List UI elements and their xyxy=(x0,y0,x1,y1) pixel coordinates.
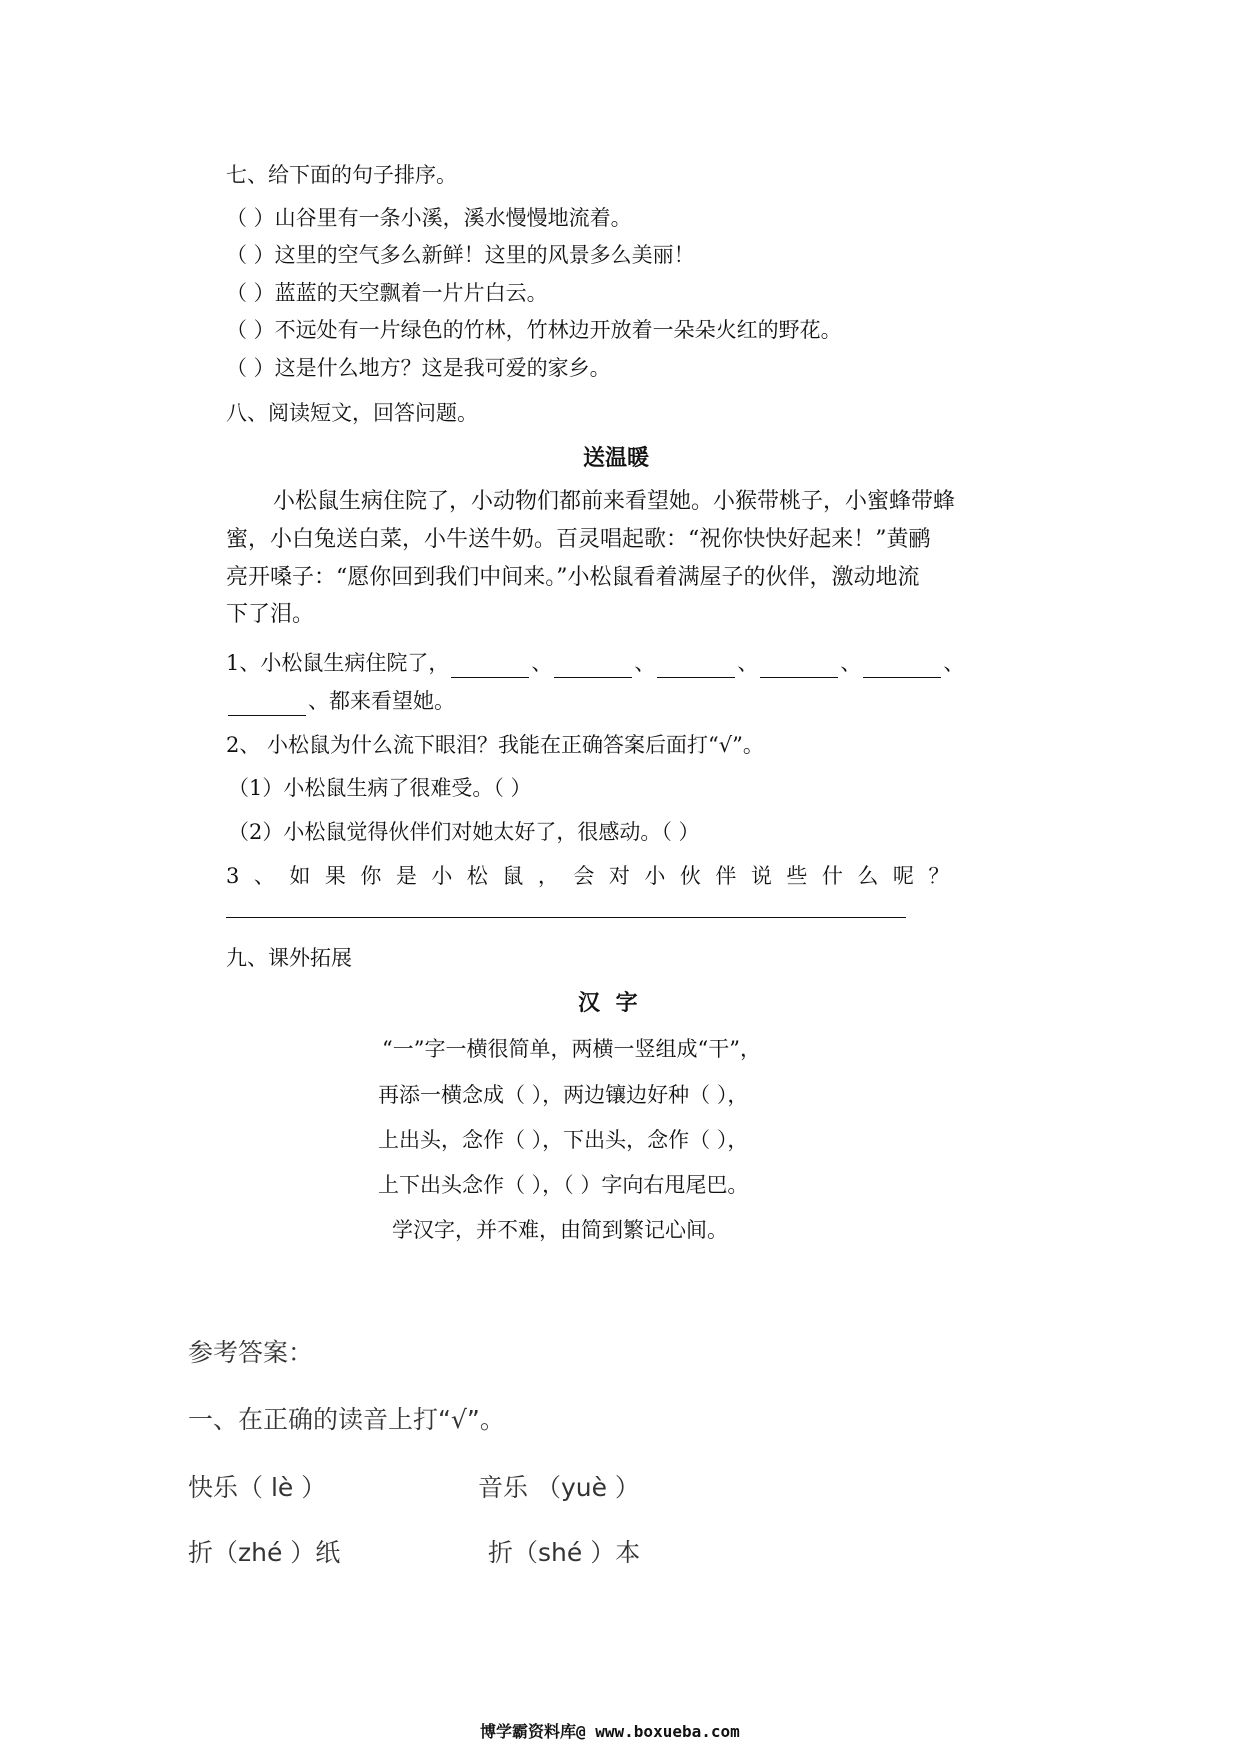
question-3: 3、如果你是小松鼠，会对小伙伴说些什么呢？ xyxy=(226,864,964,888)
passage-line-1: 小松鼠生病住院了，小动物们都前来看望她。小猴带桃子，小蜜蜂带蜂 xyxy=(273,489,956,514)
answers-label: 参考答案： xyxy=(188,1338,314,1367)
answer-blank[interactable] xyxy=(228,693,306,716)
separator: 、 xyxy=(737,651,759,675)
passage-line-3: 亮开嗓子：“愿你回到我们中间来。”小松鼠看着满屋子的伙伴，激动地流 xyxy=(226,565,920,590)
question-1-line-2 xyxy=(226,686,455,716)
answer-blank[interactable] xyxy=(451,655,529,678)
section9-heading: 九、课外拓展 xyxy=(226,946,352,970)
question-1-prefix: 1、小松鼠生病住院了， xyxy=(226,651,450,675)
passage-title: 送温暖 xyxy=(583,445,650,471)
answer-blank[interactable] xyxy=(760,655,838,678)
separator: 、 xyxy=(943,651,965,675)
poem-line-4: 上下出头念作（ ），（ ）字向右甩尾巴。 xyxy=(378,1173,749,1197)
passage-line-4: 下了泪。 xyxy=(226,602,315,627)
question-3-answer-line[interactable] xyxy=(226,917,906,918)
question-2: 2、 小松鼠为什么流下眼泪？我能在正确答案后面打“√”。 xyxy=(226,733,764,757)
answers-question-1: 一、在正确的读音上打“√”。 xyxy=(188,1405,505,1434)
section7-item-3: （ ）蓝蓝的天空飘着一片片白云。 xyxy=(226,281,548,305)
poem-line-3: 上出头，念作（ ），下出头，念作（ ）， xyxy=(378,1128,749,1152)
answer-row1-left: 快乐（ lè ） xyxy=(188,1473,327,1502)
separator: 、 xyxy=(840,651,862,675)
separator: 、 xyxy=(634,651,656,675)
poem-line-2: 再添一横念成（ ），两边镶边好种（ ）， xyxy=(378,1083,749,1107)
answer-row2-right: 折（shé ）本 xyxy=(488,1538,641,1567)
section7-item-4: （ ）不远处有一片绿色的竹林，竹林边开放着一朵朵火红的野花。 xyxy=(226,318,842,342)
poem-line-1: “一”字一横很简单，两横一竖组成“干”， xyxy=(382,1037,761,1061)
passage-line-2: 蜜，小白兔送白菜，小牛送牛奶。百灵唱起歌：“祝你快快好起来！”黄鹂 xyxy=(226,527,931,552)
answer-row1-right: 音乐 （yuè ） xyxy=(478,1473,640,1502)
answer-row2-left: 折（zhé ）纸 xyxy=(188,1538,341,1567)
question-2-option-1[interactable]: （1）小松鼠生病了很难受。（ ） xyxy=(228,776,532,800)
section8-heading: 八、阅读短文，回答问题。 xyxy=(226,401,478,425)
answer-blank[interactable] xyxy=(863,655,941,678)
section7-item-5: （ ）这是什么地方？这是我可爱的家乡。 xyxy=(226,356,611,380)
separator: 、 xyxy=(531,651,553,675)
section7-item-1: （ ）山谷里有一条小溪，溪水慢慢地流着。 xyxy=(226,206,632,230)
footer-watermark: 博学霸资料库@ www.boxueba.com xyxy=(480,1722,740,1741)
section7-item-2: （ ）这里的空气多么新鲜！这里的风景多么美丽！ xyxy=(226,243,695,267)
poem-line-5: 学汉字，并不难，由简到繁记心间。 xyxy=(392,1218,728,1242)
poem-title: 汉 字 xyxy=(578,990,642,1016)
answer-blank[interactable] xyxy=(554,655,632,678)
question-1 xyxy=(226,648,964,678)
answer-blank[interactable] xyxy=(657,655,735,678)
question-1-suffix: 、都来看望她。 xyxy=(308,689,455,713)
question-2-option-2[interactable]: （2）小松鼠觉得伙伴们对她太好了，很感动。（ ） xyxy=(228,820,700,844)
section7-heading: 七、给下面的句子排序。 xyxy=(226,163,457,187)
